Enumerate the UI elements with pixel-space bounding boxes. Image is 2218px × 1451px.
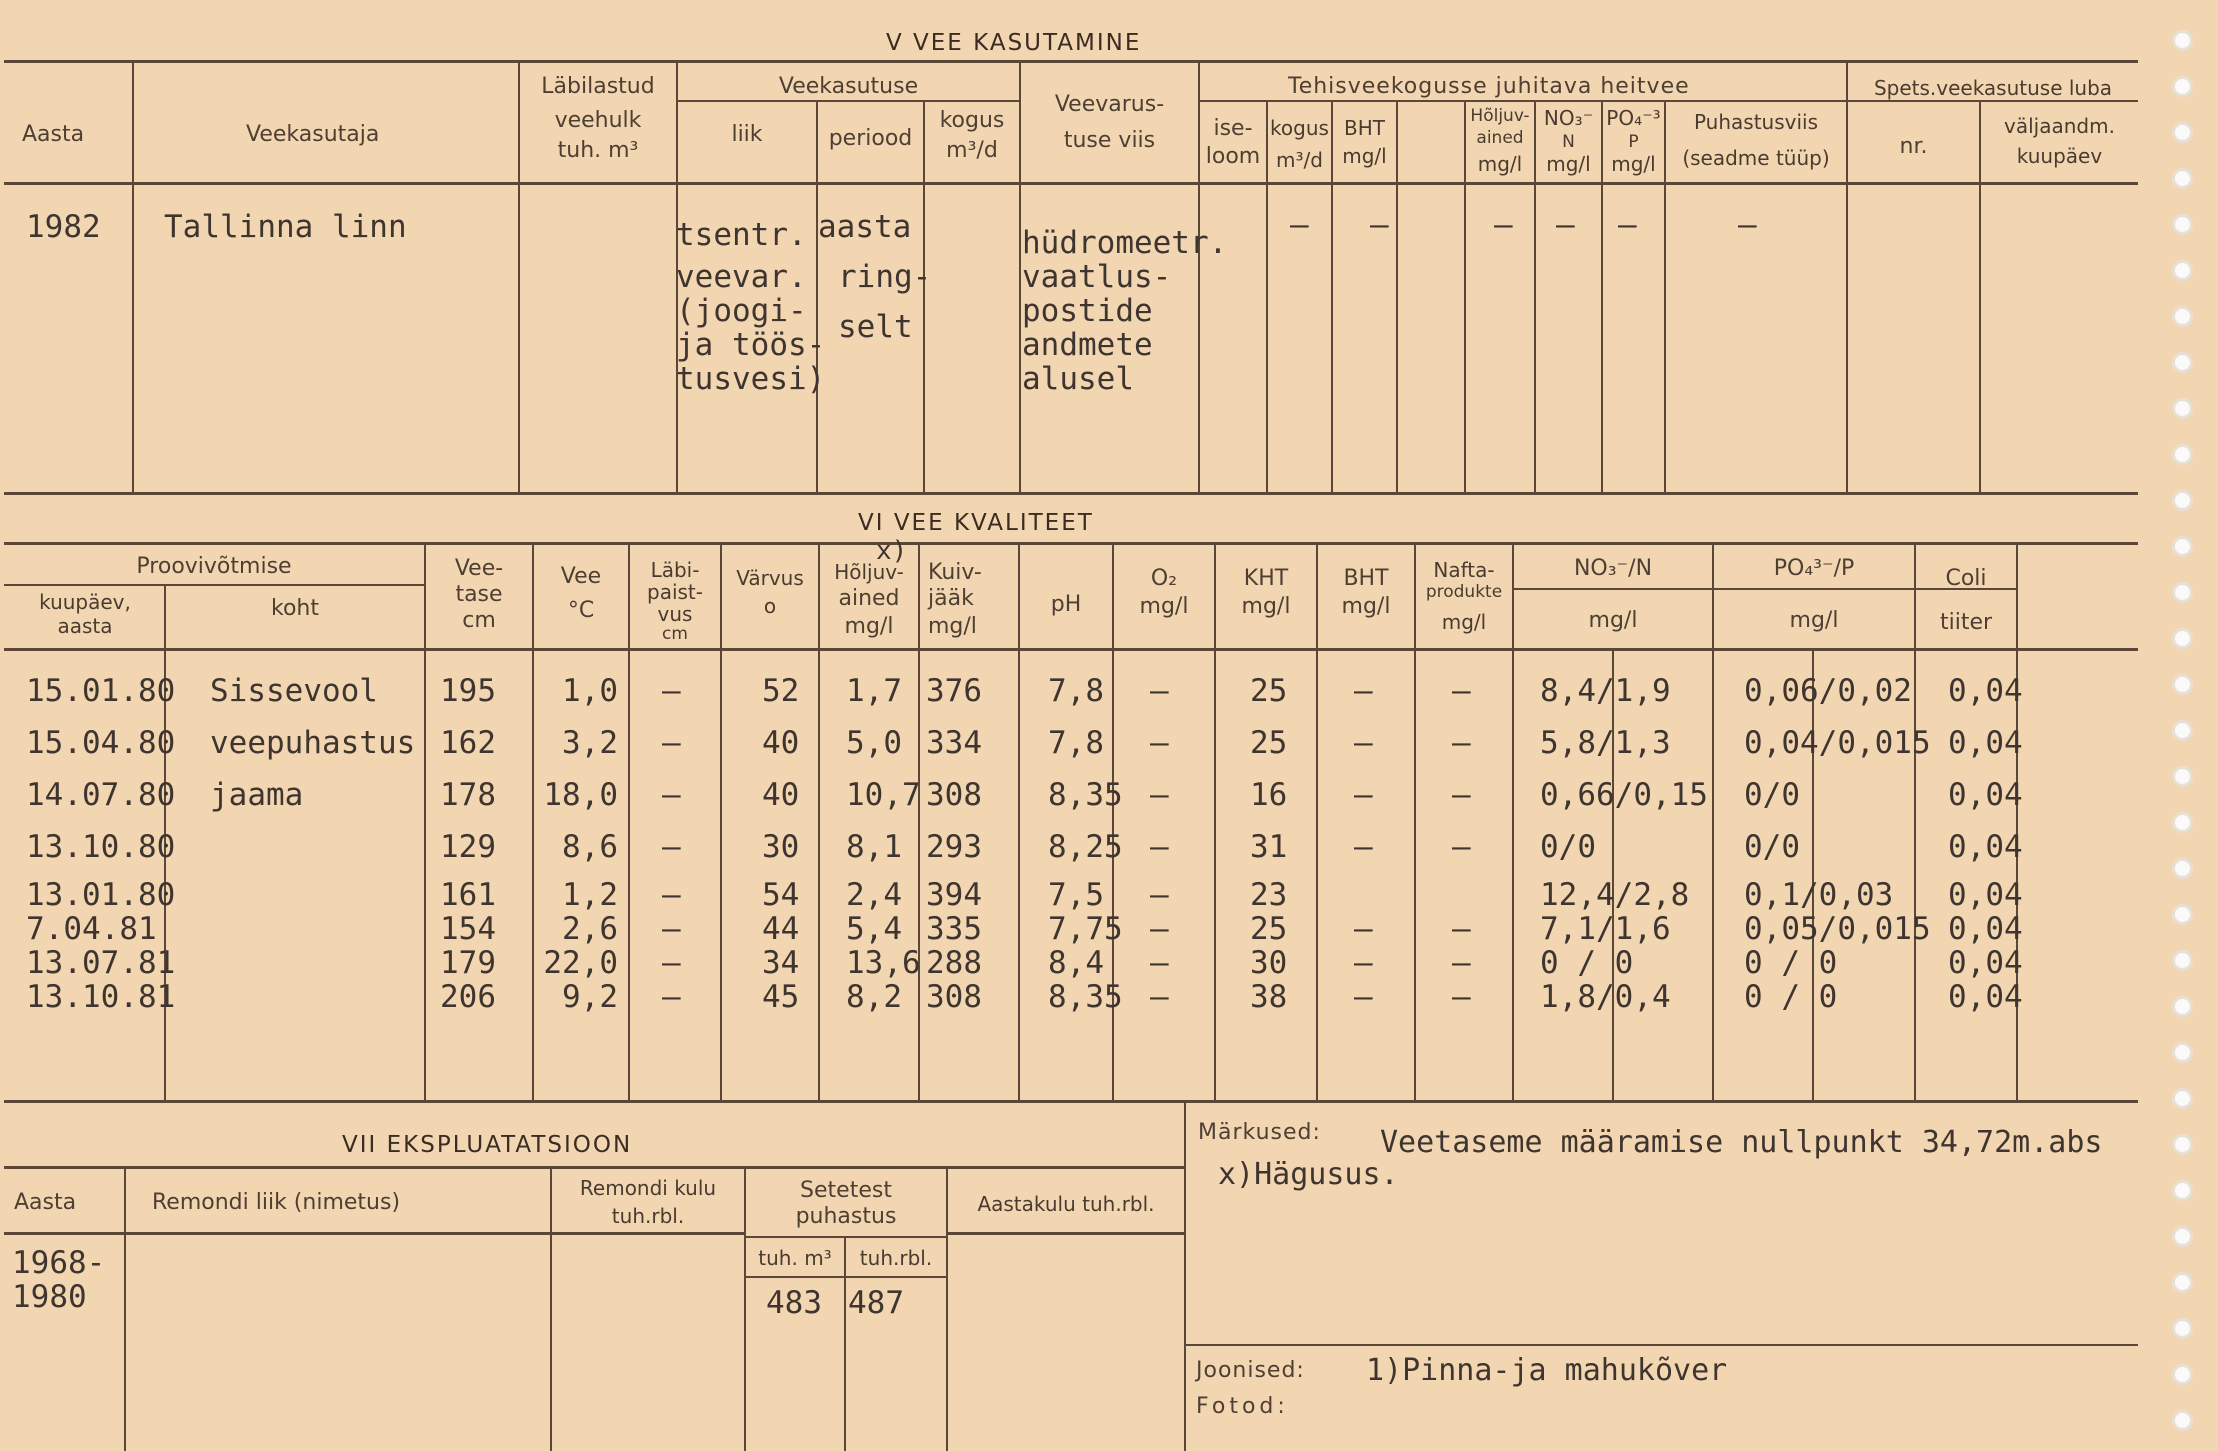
quality-cell-temp: 1,0: [562, 673, 618, 709]
quality-cell-kht: 25: [1250, 673, 1288, 709]
quality-cell-naf: –: [1452, 725, 1471, 761]
v-viis-3: postide: [1022, 293, 1153, 329]
quality-cell-naf: –: [1452, 777, 1471, 813]
quality-cell-naf: –: [1452, 829, 1471, 865]
quality-cell-hol: 2,4: [846, 877, 902, 913]
header-holjuv-vi-3: mg/l: [844, 614, 894, 639]
quality-cell-lp: –: [662, 673, 681, 709]
quality-cell-koht: Sissevool: [210, 673, 378, 709]
quality-cell-no3: 8,4/1,9: [1540, 673, 1671, 709]
perforation-hole: [2172, 1226, 2193, 1247]
quality-cell-date: 13.07.81: [26, 945, 176, 981]
markused-text: Veetaseme määramise nullpunkt 34,72m.abs: [1380, 1125, 2103, 1160]
header-valjaandm-2: kuupäev: [2016, 144, 2103, 168]
header-bht-vi-1: BHT: [1343, 566, 1389, 591]
quality-cell-temp: 22,0: [543, 945, 618, 981]
header-po4p-unit: mg/l: [1789, 608, 1839, 633]
quality-cell-koht: jaama: [210, 777, 304, 813]
quality-cell-bht: –: [1354, 911, 1373, 947]
quality-cell-date: 13.10.80: [26, 829, 176, 865]
quality-cell-ph: 7,8: [1048, 673, 1104, 709]
v-dash-holjuv: –: [1494, 207, 1513, 243]
fotod-label: Fotod:: [1196, 1394, 1289, 1419]
quality-cell-po4: 0,04/0,015: [1744, 725, 1931, 761]
quality-cell-no3: 0,66/0,15: [1540, 777, 1708, 813]
quality-cell-varv: 52: [762, 673, 800, 709]
header-vee-c-2: °C: [567, 598, 595, 623]
v-liik-4: ja töös-: [676, 327, 826, 363]
quality-cell-bht: –: [1354, 829, 1373, 865]
header-puhastusviis-1: Puhastusviis: [1693, 110, 1819, 134]
perforation-hole: [2172, 398, 2193, 419]
quality-cell-no3: 12,4/2,8: [1540, 877, 1690, 913]
header-holjuv-vi-1: Hõljuv-: [834, 560, 904, 584]
perforation-hole: [2172, 1364, 2193, 1385]
header-nafta-3: mg/l: [1441, 610, 1487, 634]
v-liik-5: tusvesi): [676, 361, 826, 397]
quality-cell-date: 13.10.81: [26, 979, 176, 1015]
quality-cell-kht: 38: [1250, 979, 1288, 1015]
header-holjuv-3: mg/l: [1477, 152, 1523, 176]
quality-cell-naf: –: [1452, 911, 1471, 947]
quality-cell-hol: 5,4: [846, 911, 902, 947]
quality-cell-coli: 0,04: [1948, 877, 2023, 913]
quality-cell-varv: 40: [762, 725, 800, 761]
quality-cell-kuiv: 288: [926, 945, 982, 981]
header-kht-1: KHT: [1243, 566, 1289, 591]
v-viis-1: hüdromeetr.: [1022, 225, 1228, 261]
header-vii-aasta: Aasta: [14, 1190, 77, 1215]
quality-cell-naf: –: [1452, 979, 1471, 1015]
header-proovivotmise: Proovivõtmise: [136, 554, 292, 579]
quality-cell-no3: 7,1/1,6: [1540, 911, 1671, 947]
header-po4-3: mg/l: [1611, 152, 1656, 176]
perforation-hole: [2172, 1134, 2193, 1155]
perforation-hole: [2172, 260, 2193, 281]
section-vi-title: VI VEE KVALITEET: [858, 510, 1094, 536]
perforation-hole: [2172, 812, 2193, 833]
quality-cell-bht: –: [1354, 945, 1373, 981]
perforation-hole: [2172, 766, 2193, 787]
perforation-hole: [2172, 582, 2193, 603]
v-dash-puhastus: –: [1738, 207, 1757, 243]
quality-cell-temp: 9,2: [562, 979, 618, 1015]
header-periood: periood: [828, 126, 913, 151]
perforation-hole: [2172, 444, 2193, 465]
quality-cell-ph: 8,35: [1048, 979, 1123, 1015]
quality-cell-kuiv: 376: [926, 673, 982, 709]
quality-cell-kuiv: 308: [926, 777, 982, 813]
quality-cell-o2: –: [1150, 777, 1169, 813]
header-veekasutuse: Veekasutuse: [778, 74, 919, 99]
quality-cell-kuiv: 293: [926, 829, 982, 865]
header-holjuv-1: Hõljuv-: [1470, 106, 1530, 126]
header-varvus-1: Värvus: [736, 566, 804, 590]
quality-cell-tase: 179: [440, 945, 496, 981]
quality-cell-bht: –: [1354, 725, 1373, 761]
quality-cell-po4: 0/0: [1744, 829, 1800, 865]
quality-cell-varv: 54: [762, 877, 800, 913]
section-vii-title: VII EKSPLUATATSIOON: [342, 1132, 633, 1158]
perforation-hole: [2172, 1180, 2193, 1201]
v-viis-5: alusel: [1022, 361, 1134, 397]
quality-cell-kht: 25: [1250, 911, 1288, 947]
quality-cell-bht: –: [1354, 777, 1373, 813]
perforation-hole: [2172, 628, 2193, 649]
quality-cell-kht: 23: [1250, 877, 1288, 913]
header-koht: koht: [271, 596, 319, 621]
quality-cell-kht: 30: [1250, 945, 1288, 981]
quality-cell-coli: 0,04: [1948, 911, 2023, 947]
quality-cell-ph: 7,8: [1048, 725, 1104, 761]
quality-cell-kht: 16: [1250, 777, 1288, 813]
header-coli-1: Coli: [1945, 566, 1987, 591]
quality-cell-kht: 31: [1250, 829, 1288, 865]
header-kht-2: mg/l: [1241, 594, 1291, 619]
footnote: x)Hägusus.: [1218, 1157, 1399, 1192]
quality-cell-tase: 154: [440, 911, 496, 947]
header-kogus2-1: kogus: [1270, 116, 1329, 140]
quality-cell-kht: 25: [1250, 725, 1288, 761]
quality-cell-kuiv: 394: [926, 877, 982, 913]
quality-cell-hol: 8,1: [846, 829, 902, 865]
header-vee-c-1: Vee: [560, 564, 602, 589]
quality-cell-tase: 206: [440, 979, 496, 1015]
header-remondi-kulu-1: Remondi kulu: [579, 1176, 717, 1200]
quality-cell-coli: 0,04: [1948, 829, 2023, 865]
quality-cell-lp: –: [662, 725, 681, 761]
quality-cell-o2: –: [1150, 877, 1169, 913]
quality-cell-coli: 0,04: [1948, 777, 2023, 813]
perforation-hole: [2172, 30, 2193, 51]
header-tuh-rbl: tuh.rbl.: [859, 1246, 933, 1270]
quality-cell-coli: 0,04: [1948, 945, 2023, 981]
header-iseloom-1: ise-: [1213, 116, 1253, 141]
header-ph: pH: [1050, 592, 1082, 617]
quality-cell-varv: 34: [762, 945, 800, 981]
header-o2-1: O₂: [1150, 566, 1178, 591]
quality-cell-date: 15.01.80: [26, 673, 176, 709]
header-labipaist-4: cm: [662, 624, 688, 644]
header-liik: liik: [731, 122, 763, 147]
quality-cell-date: 15.04.80: [26, 725, 176, 761]
perforation-hole: [2172, 214, 2193, 235]
quality-cell-hol: 8,2: [846, 979, 902, 1015]
quality-cell-temp: 3,2: [562, 725, 618, 761]
v-veekasutaja: Tallinna linn: [164, 209, 407, 245]
perforation-strip: [2118, 0, 2218, 1451]
quality-cell-varv: 45: [762, 979, 800, 1015]
quality-cell-hol: 1,7: [846, 673, 902, 709]
header-kuivjaak-1: Kuiv-: [928, 560, 982, 585]
quality-cell-kuiv: 308: [926, 979, 982, 1015]
quality-cell-hol: 10,7: [846, 777, 921, 813]
quality-cell-no3: 5,8/1,3: [1540, 725, 1671, 761]
quality-cell-coli: 0,04: [1948, 979, 2023, 1015]
quality-cell-date: 7.04.81: [26, 911, 157, 947]
quality-cell-bht: –: [1354, 673, 1373, 709]
header-no3-1: NO₃⁻: [1543, 106, 1594, 130]
perforation-hole: [2172, 306, 2193, 327]
header-kuupaev-1: kuupäev,: [39, 590, 131, 614]
quality-cell-ph: 7,75: [1048, 911, 1123, 947]
header-veevarustuse-1: Veevarus-: [1054, 92, 1165, 117]
quality-cell-coli: 0,04: [1948, 725, 2023, 761]
v-liik-3: (joogi-: [676, 293, 807, 329]
header-labipaist-3: vus: [657, 602, 693, 626]
v-liik-1: tsentr.: [676, 217, 807, 253]
quality-cell-tase: 161: [440, 877, 496, 913]
header-remondi-kulu-2: tuh.rbl.: [611, 1204, 685, 1228]
header-veevarustuse-2: tuse viis: [1063, 128, 1156, 153]
quality-cell-tase: 178: [440, 777, 496, 813]
quality-cell-o2: –: [1150, 911, 1169, 947]
quality-cell-date: 13.01.80: [26, 877, 176, 913]
quality-cell-o2: –: [1150, 829, 1169, 865]
header-puhastusviis-2: (seadme tüüp): [1682, 146, 1830, 170]
header-veetase-2: tase: [455, 582, 503, 607]
quality-cell-po4: 0 / 0: [1744, 979, 1838, 1015]
v-liik-2: veevar.: [676, 259, 807, 295]
header-kogus-1: kogus: [939, 108, 1005, 133]
quality-cell-po4: 0/0: [1744, 777, 1800, 813]
quality-cell-coli: 0,04: [1948, 673, 2023, 709]
quality-cell-hol: 13,6: [846, 945, 921, 981]
joonised-label: Joonised:: [1196, 1358, 1305, 1383]
vii-m3: 483: [766, 1285, 822, 1321]
header-bht-vi-2: mg/l: [1341, 594, 1391, 619]
quality-cell-varv: 40: [762, 777, 800, 813]
quality-cell-po4: 0,06/0,02: [1744, 673, 1912, 709]
header-remondi-liik: Remondi liik (nimetus): [152, 1190, 401, 1215]
section-v-title: V VEE KASUTAMINE: [886, 30, 1142, 56]
quality-cell-naf: –: [1452, 945, 1471, 981]
header-kuupaev-2: aasta: [57, 614, 113, 638]
header-nafta-2: produkte: [1425, 582, 1503, 602]
perforation-hole: [2172, 536, 2193, 557]
quality-cell-no3: 0 / 0: [1540, 945, 1634, 981]
header-coli-2: tiiter: [1939, 610, 1993, 635]
header-setetest-2: puhastus: [795, 1204, 897, 1229]
quality-cell-po4: 0,05/0,015: [1744, 911, 1931, 947]
header-aastakulu: Aastakulu tuh.rbl.: [977, 1192, 1155, 1216]
perforation-hole: [2172, 904, 2193, 925]
perforation-hole: [2172, 996, 2193, 1017]
quality-cell-varv: 30: [762, 829, 800, 865]
perforation-hole: [2172, 950, 2193, 971]
header-holjuv-vi-2: ained: [838, 586, 900, 611]
quality-cell-lp: –: [662, 877, 681, 913]
vii-aasta-2: 1980: [12, 1279, 87, 1315]
v-periood-1: aasta: [818, 209, 912, 245]
quality-cell-ph: 7,5: [1048, 877, 1104, 913]
quality-cell-o2: –: [1150, 945, 1169, 981]
quality-cell-tase: 162: [440, 725, 496, 761]
header-setetest-1: Setetest: [800, 1178, 892, 1203]
perforation-hole: [2172, 76, 2193, 97]
v-dash-bht: –: [1370, 207, 1389, 243]
header-o2-2: mg/l: [1139, 594, 1189, 619]
x-mark: x): [876, 536, 908, 566]
perforation-hole: [2172, 1042, 2193, 1063]
quality-cell-date: 14.07.80: [26, 777, 176, 813]
quality-cell-tase: 195: [440, 673, 496, 709]
header-labilastud-3: tuh. m³: [557, 138, 639, 163]
quality-cell-tase: 129: [440, 829, 496, 865]
header-bht-1: BHT: [1344, 116, 1385, 140]
header-kuivjaak-3: mg/l: [928, 614, 977, 639]
perforation-hole: [2172, 858, 2193, 879]
header-bht-2: mg/l: [1342, 144, 1387, 168]
v-aasta: 1982: [26, 209, 101, 245]
header-labilastud-1: Läbilastud: [541, 74, 655, 99]
v-dash-po4: –: [1618, 207, 1637, 243]
v-dash-kogus: –: [1290, 207, 1309, 243]
quality-cell-no3: 0/0: [1540, 829, 1596, 865]
header-tuh-m3: tuh. m³: [758, 1246, 832, 1270]
quality-cell-o2: –: [1150, 673, 1169, 709]
joonised-text: 1)Pinna-ja mahukõver: [1366, 1353, 1728, 1388]
quality-cell-o2: –: [1150, 979, 1169, 1015]
perforation-hole: [2172, 674, 2193, 695]
vii-rbl: 487: [848, 1285, 904, 1321]
quality-cell-o2: –: [1150, 725, 1169, 761]
quality-cell-lp: –: [662, 829, 681, 865]
header-veekasutaja: Veekasutaja: [246, 122, 380, 147]
quality-cell-ph: 8,35: [1048, 777, 1123, 813]
header-varvus-2: o: [763, 594, 777, 618]
header-kogus2-2: m³/d: [1276, 148, 1323, 172]
quality-cell-kuiv: 335: [926, 911, 982, 947]
quality-cell-kuiv: 334: [926, 725, 982, 761]
perforation-hole: [2172, 1272, 2193, 1293]
header-aasta: Aasta: [22, 122, 85, 147]
quality-cell-lp: –: [662, 911, 681, 947]
perforation-hole: [2172, 352, 2193, 373]
quality-cell-no3: 1,8/0,4: [1540, 979, 1671, 1015]
header-labilastud-2: veehulk: [554, 108, 642, 133]
header-po4-2: P: [1628, 132, 1639, 152]
v-viis-2: vaatlus-: [1022, 259, 1172, 295]
header-nafta-1: Nafta-: [1433, 558, 1495, 582]
quality-cell-lp: –: [662, 979, 681, 1015]
quality-cell-bht: –: [1354, 979, 1373, 1015]
quality-cell-temp: 2,6: [562, 911, 618, 947]
header-no3-2: N: [1562, 132, 1575, 152]
header-labipaist-2: paist-: [647, 580, 703, 604]
quality-cell-ph: 8,25: [1048, 829, 1123, 865]
quality-cell-temp: 18,0: [543, 777, 618, 813]
quality-cell-lp: –: [662, 945, 681, 981]
quality-cell-po4: 0,1/0,03: [1744, 877, 1894, 913]
header-veetase-3: cm: [462, 608, 496, 633]
perforation-hole: [2172, 1318, 2193, 1339]
header-po4p: PO₄³⁻/P: [1773, 556, 1855, 581]
quality-cell-varv: 44: [762, 911, 800, 947]
header-spets: Spets.veekasutuse luba: [1873, 76, 2113, 100]
perforation-hole: [2172, 1088, 2193, 1109]
markused-label: Märkused:: [1198, 1120, 1321, 1145]
quality-cell-naf: –: [1452, 673, 1471, 709]
header-kuivjaak-2: jääk: [928, 586, 974, 611]
quality-cell-lp: –: [662, 777, 681, 813]
quality-cell-koht: veepuhastus: [210, 725, 416, 761]
vii-aasta-1: 1968-: [12, 1245, 106, 1281]
quality-cell-temp: 8,6: [562, 829, 618, 865]
perforation-hole: [2172, 490, 2193, 511]
v-viis-4: andmete: [1022, 327, 1153, 363]
v-dash-no3: –: [1556, 207, 1575, 243]
v-periood-2: ring-: [838, 259, 932, 295]
quality-cell-ph: 8,4: [1048, 945, 1104, 981]
header-labipaist-1: Läbi-: [650, 558, 700, 582]
quality-cell-hol: 5,0: [846, 725, 902, 761]
rule: [4, 60, 2138, 63]
header-valjaandm-1: väljaandm.: [2004, 114, 2115, 138]
quality-cell-po4: 0 / 0: [1744, 945, 1838, 981]
header-po4-1: PO₄⁻³: [1606, 106, 1661, 130]
header-iseloom-2: loom: [1205, 144, 1261, 169]
perforation-hole: [2172, 122, 2193, 143]
perforation-hole: [2172, 1410, 2193, 1431]
v-periood-3: selt: [838, 309, 913, 345]
header-no3n-unit: mg/l: [1588, 608, 1638, 633]
perforation-hole: [2172, 168, 2193, 189]
perforation-hole: [2172, 720, 2193, 741]
header-kogus-2: m³/d: [946, 138, 998, 163]
header-no3n: NO₃⁻/N: [1573, 556, 1653, 581]
header-nr: nr.: [1899, 134, 1928, 159]
header-veetase-1: Vee-: [454, 556, 504, 581]
header-holjuv-2: ained: [1476, 128, 1524, 148]
header-no3-3: mg/l: [1546, 152, 1591, 176]
quality-cell-temp: 1,2: [562, 877, 618, 913]
header-tehis: Tehisveekogusse juhitava heitvee: [1288, 74, 1690, 99]
